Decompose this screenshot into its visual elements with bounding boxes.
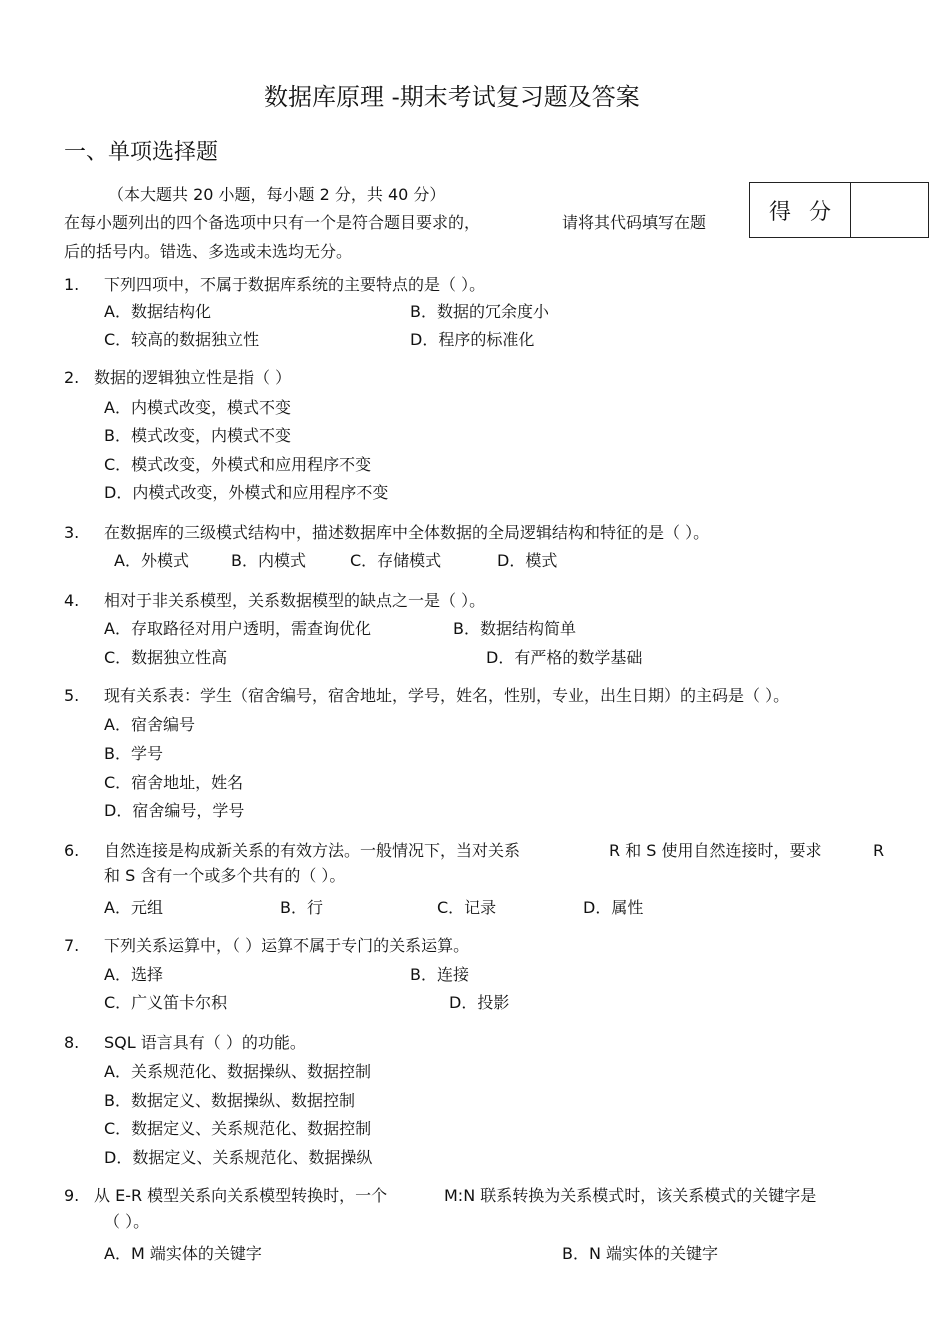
option-a: A．宿舍编号 bbox=[104, 715, 195, 734]
option-b: B．N 端实体的关键字 bbox=[562, 1244, 719, 1263]
instructions-line-1: （本大题共 20 小题，每小题 2 分，共 40 分） bbox=[108, 185, 446, 204]
option-d: D．数据定义、关系规范化、数据操纵 bbox=[104, 1148, 373, 1167]
question-text: 下列关系运算中，（ ）运算不属于专门的关系运算。 bbox=[104, 936, 470, 955]
option-d: D．有严格的数学基础 bbox=[486, 648, 643, 667]
option-d: D．内模式改变，外模式和应用程序不变 bbox=[104, 483, 389, 502]
option-d: D．模式 bbox=[497, 551, 558, 570]
option-a: A．外模式 bbox=[114, 551, 189, 570]
question-text: 相对于非关系模型，关系数据模型的缺点之一是（ ）。 bbox=[104, 591, 486, 610]
instructions-line-2a: 在每小题列出的四个备选项中只有一个是符合题目要求的， bbox=[64, 213, 481, 232]
question-number: 9. bbox=[64, 1186, 80, 1205]
option-a: A．元组 bbox=[104, 898, 163, 917]
option-a: A．数据结构化 bbox=[104, 302, 211, 321]
option-a: A．内模式改变，模式不变 bbox=[104, 398, 291, 417]
option-b: B．行 bbox=[280, 898, 323, 917]
instructions-line-2b: 请将其代码填写在题 bbox=[562, 213, 707, 232]
option-b: B．学号 bbox=[104, 744, 163, 763]
question-text: 数据的逻辑独立性是指（ ） bbox=[94, 368, 292, 387]
option-b: B．连接 bbox=[410, 965, 469, 984]
question-number: 7. bbox=[64, 936, 80, 955]
question-text: 下列四项中，不属于数据库系统的主要特点的是（ ）。 bbox=[104, 275, 486, 294]
option-a: A．选择 bbox=[104, 965, 163, 984]
page-title: 数据库原理 -期末考试复习题及答案 bbox=[264, 83, 640, 111]
question-number: 4. bbox=[64, 591, 80, 610]
option-c: C．数据独立性高 bbox=[104, 648, 228, 667]
question-text-part-2: M:N 联系转换为关系模式时，该关系模式的关键字是 bbox=[444, 1186, 817, 1205]
question-text-part-1: 自然连接是构成新关系的有效方法。一般情况下，当对关系 bbox=[104, 841, 521, 860]
option-d: D．投影 bbox=[449, 993, 510, 1012]
question-text-part-2: R 和 S 使用自然连接时，要求 bbox=[609, 841, 822, 860]
question-number: 1. bbox=[64, 275, 80, 294]
option-b: B．内模式 bbox=[231, 551, 306, 570]
option-c: C．广义笛卡尔积 bbox=[104, 993, 228, 1012]
option-b: B．数据定义、数据操纵、数据控制 bbox=[104, 1091, 355, 1110]
question-number: 2. bbox=[64, 368, 80, 387]
question-number: 6. bbox=[64, 841, 80, 860]
question-text: SQL 语言具有（ ）的功能。 bbox=[104, 1033, 306, 1052]
option-c: C．存储模式 bbox=[350, 551, 442, 570]
option-c: C．宿舍地址，姓名 bbox=[104, 773, 244, 792]
score-box bbox=[749, 182, 929, 238]
section-heading: 一、单项选择题 bbox=[64, 140, 219, 165]
question-text: 现有关系表：学生（宿舍编号，宿舍地址，学号，姓名，性别，专业，出生日期）的主码是（ ）。 bbox=[104, 686, 790, 705]
option-d: D．程序的标准化 bbox=[410, 330, 535, 349]
question-text-part-3: R bbox=[873, 841, 885, 860]
option-c: C．模式改变，外模式和应用程序不变 bbox=[104, 455, 372, 474]
option-d: D．属性 bbox=[583, 898, 644, 917]
score-value-cell bbox=[851, 183, 928, 237]
option-a: A．关系规范化、数据操纵、数据控制 bbox=[104, 1062, 371, 1081]
option-d: D．宿舍编号，学号 bbox=[104, 801, 245, 820]
option-a: A．M 端实体的关键字 bbox=[104, 1244, 262, 1263]
option-c: C．记录 bbox=[437, 898, 497, 917]
option-b: B．数据结构简单 bbox=[453, 619, 576, 638]
score-label: 得分 bbox=[750, 183, 851, 237]
question-number: 5. bbox=[64, 686, 80, 705]
instructions-line-3: 后的括号内。错选、多选或未选均无分。 bbox=[64, 242, 353, 261]
question-number: 8. bbox=[64, 1033, 80, 1052]
question-text-part-1: 从 E-R 模型关系向关系模型转换时，一个 bbox=[94, 1186, 388, 1205]
option-c: C．较高的数据独立性 bbox=[104, 330, 260, 349]
question-number: 3. bbox=[64, 523, 80, 542]
question-text: 在数据库的三级模式结构中，描述数据库中全体数据的全局逻辑结构和特征的是（ ）。 bbox=[104, 523, 710, 542]
question-text-continued: 和 S 含有一个或多个共有的（ ）。 bbox=[104, 866, 346, 885]
question-text-continued: （ ）。 bbox=[104, 1212, 150, 1231]
option-b: B．数据的冗余度小 bbox=[410, 302, 549, 321]
option-c: C．数据定义、关系规范化、数据控制 bbox=[104, 1119, 372, 1138]
option-b: B．模式改变，内模式不变 bbox=[104, 426, 291, 445]
option-a: A．存取路径对用户透明，需查询优化 bbox=[104, 619, 371, 638]
